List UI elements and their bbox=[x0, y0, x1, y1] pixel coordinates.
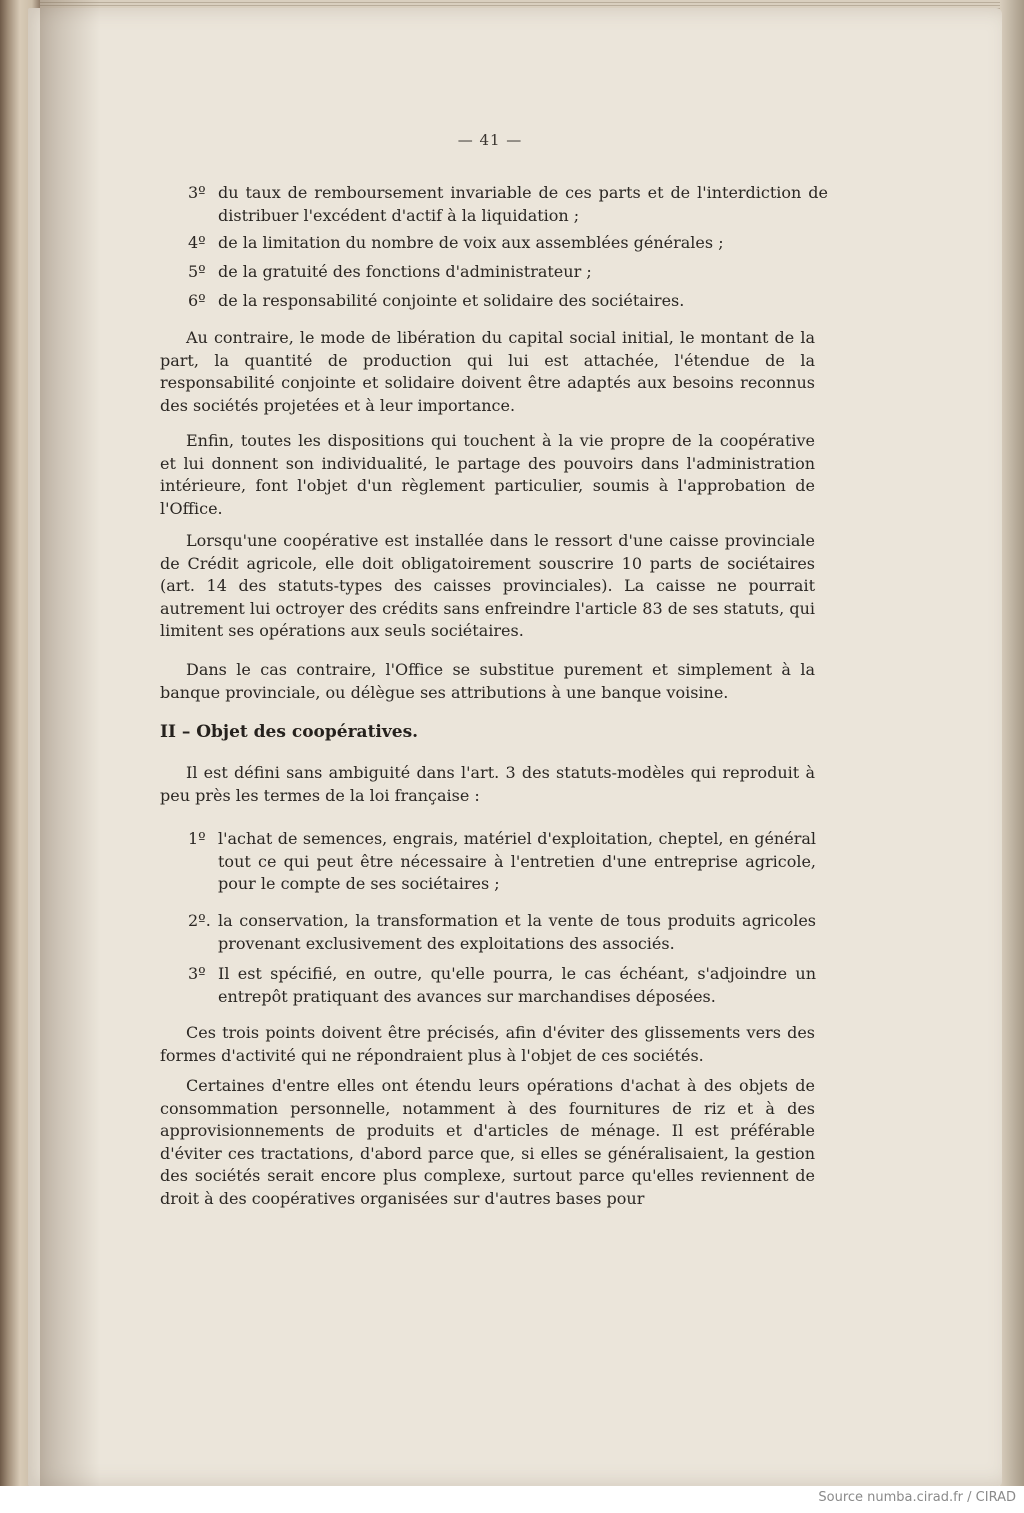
list-item-text: l'achat de semences, engrais, matériel d'exploitation, cheptel, en général tout ce qui peut être nécessaire à l'entretien d'une entreprise agricole, pour le compte de ses sociétaires ; bbox=[218, 829, 816, 894]
list-item-number: 2º. bbox=[188, 911, 211, 930]
list-item-text: du taux de remboursement invariable de ces parts et de l'interdiction de distribuer l'excédent d'actif à la liquidation ; bbox=[218, 183, 828, 225]
list-item-text: de la limitation du nombre de voix aux assemblées générales ; bbox=[218, 233, 724, 252]
source-credit: Source numba.cirad.fr / CIRAD bbox=[818, 1490, 1016, 1505]
list-item-number: 6º bbox=[188, 291, 206, 310]
paragraph: Lorsqu'une coopérative est installée dans le ressort d'une caisse provinciale de Crédit agricole, elle doit obligatoirement souscrire 10 parts de sociétaires (art. 14 des statuts-types des caisses provinciales). La caisse ne pourrait autrement lui octroyer des crédits sans enfreindre l'article 83 de ses statuts, qui limitent ses opérations aux seuls sociétaires. bbox=[160, 531, 815, 641]
list-item-text: Il est spécifié, en outre, qu'elle pourra, le cas échéant, s'adjoindre un entrepôt pratiquant des avances sur marchandises déposées. bbox=[218, 964, 816, 1006]
list-item-number: 3º bbox=[188, 183, 206, 202]
list-item-number: 4º bbox=[188, 233, 206, 252]
paragraph: Il est défini sans ambiguité dans l'art. 3 des statuts-modèles qui reproduit à peu près les termes de la loi française : bbox=[160, 763, 815, 805]
paragraph: Dans le cas contraire, l'Office se substitue purement et simplement à la banque provinciale, ou délègue ses attributions à une banque voisine. bbox=[160, 660, 815, 702]
right-page-edge bbox=[1000, 0, 1024, 1495]
list-item-number: 5º bbox=[188, 262, 206, 281]
list-item-number: 1º bbox=[188, 829, 206, 848]
list-item-text: de la responsabilité conjointe et solidaire des sociétaires. bbox=[218, 291, 685, 310]
list-item-text: de la gratuité des fonctions d'administrateur ; bbox=[218, 262, 592, 281]
list-item-number: 3º bbox=[188, 964, 206, 983]
section-heading: II – Objet des coopératives. bbox=[160, 722, 419, 742]
paragraph: Certaines d'entre elles ont étendu leurs opérations d'achat à des objets de consommation personnelle, notamment à des fournitures de riz et à des approvisionnements de produits et d'articles de ménage. Il est préférable d'éviter ces tractations, d'abord parce que, si elles se généralisaient, la gestion des sociétés serait encore plus complexe, surtout parce qu'elles reviennent de droit à des coopératives organisées sur d'autres bases pour bbox=[160, 1076, 815, 1208]
paragraph: Ces trois points doivent être précisés, afin d'éviter des glissements vers des formes d'activité qui ne répondraient plus à l'objet de ces sociétés. bbox=[160, 1023, 815, 1065]
paragraph: Enfin, toutes les dispositions qui touchent à la vie propre de la coopérative et lui donnent son individualité, le partage des pouvoirs dans l'administration intérieure, font l'objet d'un règlement particulier, soumis à l'approbation de l'Office. bbox=[160, 431, 815, 518]
page-number: — 41 — bbox=[457, 131, 523, 149]
paragraph: Au contraire, le mode de libération du capital social initial, le montant de la part, la quantité de production qui lui est attachée, l'étendue de la responsabilité conjointe et solidaire doivent être adaptés aux besoins reconnus des sociétés projetées et à leur importance. bbox=[160, 328, 815, 415]
page-sheet bbox=[28, 8, 1002, 1486]
list-item-text: la conservation, la transformation et la vente de tous produits agricoles provenant exclusivement des exploitations des associés. bbox=[218, 911, 816, 953]
binding-shadow bbox=[40, 0, 100, 1495]
